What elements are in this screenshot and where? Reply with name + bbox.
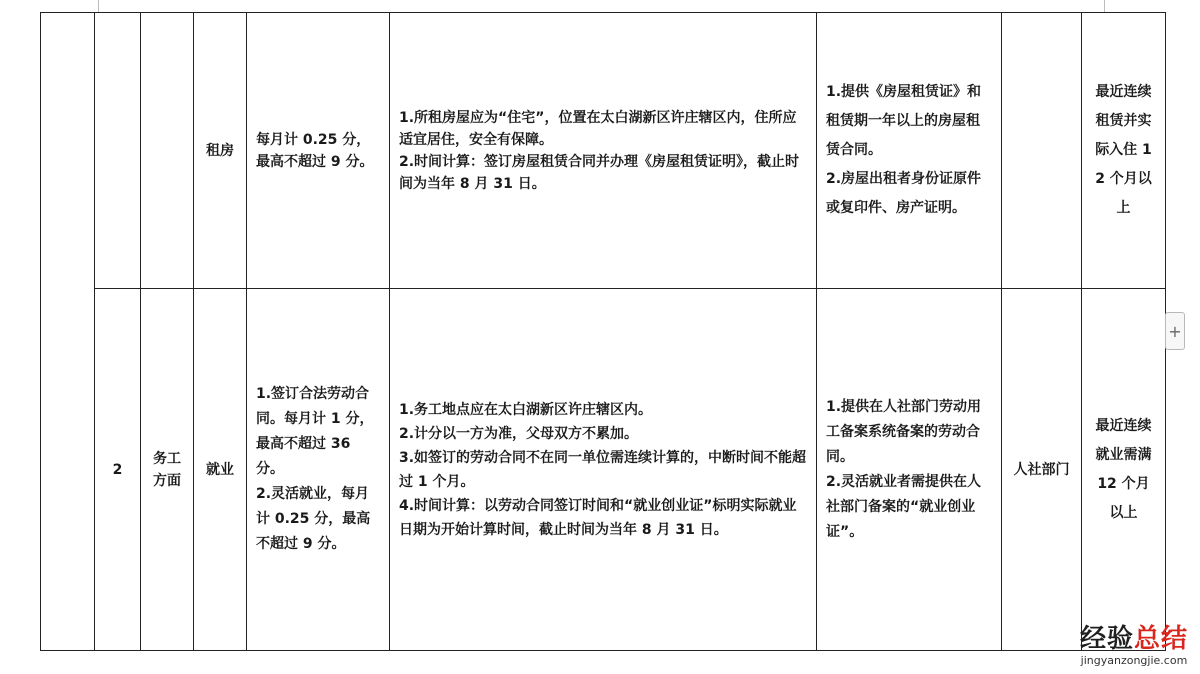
watermark-url: jingyanzongjie.com	[1080, 654, 1188, 667]
left-margin-cell	[41, 13, 95, 651]
score-line: 每月计 0.25 分，最高不超过 9 分。	[256, 131, 374, 170]
score-line: 2.灵活就业，每月计 0.25 分，最高不超过 9 分。	[256, 486, 371, 552]
requirements-cell	[390, 289, 817, 651]
category-cell	[141, 13, 194, 289]
requirement-line: 3.如签订的劳动合同不在同一单位需连续计算的，中断时间不能超过 1 个月。	[399, 449, 807, 490]
condition-text: 最近连续就业需满 12 个月以上	[1095, 417, 1152, 521]
expand-panel-button[interactable]	[1165, 312, 1185, 350]
materials-cell	[817, 13, 1002, 289]
requirement-line: 1.所租房屋应为“住宅”，位置在太白湖新区许庄辖区内，住所应适宜居住，安全有保障。	[399, 109, 797, 148]
item-cell: 租房	[194, 13, 247, 289]
table-row	[41, 13, 1166, 289]
requirement-line: 2.计分以一方为准，父母双方不累加。	[399, 425, 639, 442]
material-line: 1.提供《房屋租赁证》和租赁期一年以上的房屋租赁合同。	[826, 84, 982, 158]
requirement-line: 2.时间计算：签订房屋租赁合同并办理《房屋租赁证明》，截止时间为当年 8 月 31 日。	[399, 153, 800, 192]
score-cell	[247, 289, 390, 651]
item-cell: 就业	[194, 289, 247, 651]
material-line: 2.灵活就业者需提供在人社部门备案的“就业创业证”。	[826, 473, 982, 540]
category-cell: 务工方面	[141, 289, 194, 651]
score-cell	[247, 13, 390, 289]
materials-cell	[817, 289, 1002, 651]
department-cell: 人社部门	[1002, 289, 1082, 651]
condition-text: 最近连续租赁并实际入住 12 个月以上	[1095, 84, 1152, 216]
condition-cell	[1082, 289, 1166, 651]
condition-cell	[1082, 13, 1166, 289]
requirements-cell	[390, 13, 817, 289]
index-cell: 2	[95, 289, 141, 651]
plus-icon: +	[1168, 321, 1182, 341]
scoring-table	[40, 12, 1166, 651]
department-cell	[1002, 13, 1082, 289]
requirement-line: 1.务工地点应在太白湖新区许庄辖区内。	[399, 401, 653, 418]
watermark-title-part-red: 总结	[1133, 624, 1188, 654]
requirement-line: 4.时间计算：以劳动合同签订时间和“就业创业证”标明实际就业日期为开始计算时间，截止时间为当年 8 月 31 日。	[399, 497, 797, 538]
score-line: 1.签订合法劳动合同。每月计 1 分，最高不超过 36 分。	[256, 386, 374, 477]
page-corner-mark	[1104, 0, 1105, 12]
index-cell	[95, 13, 141, 289]
watermark-title	[1080, 624, 1188, 654]
site-watermark	[1080, 624, 1188, 668]
table-row	[41, 289, 1166, 651]
page-corner-mark	[98, 0, 99, 12]
material-line: 1.提供在人社部门劳动用工备案系统备案的劳动合同。	[826, 398, 982, 465]
watermark-title-part: 经验	[1079, 624, 1134, 654]
material-line: 2.房屋出租者身份证原件或复印件、房产证明。	[826, 171, 982, 216]
